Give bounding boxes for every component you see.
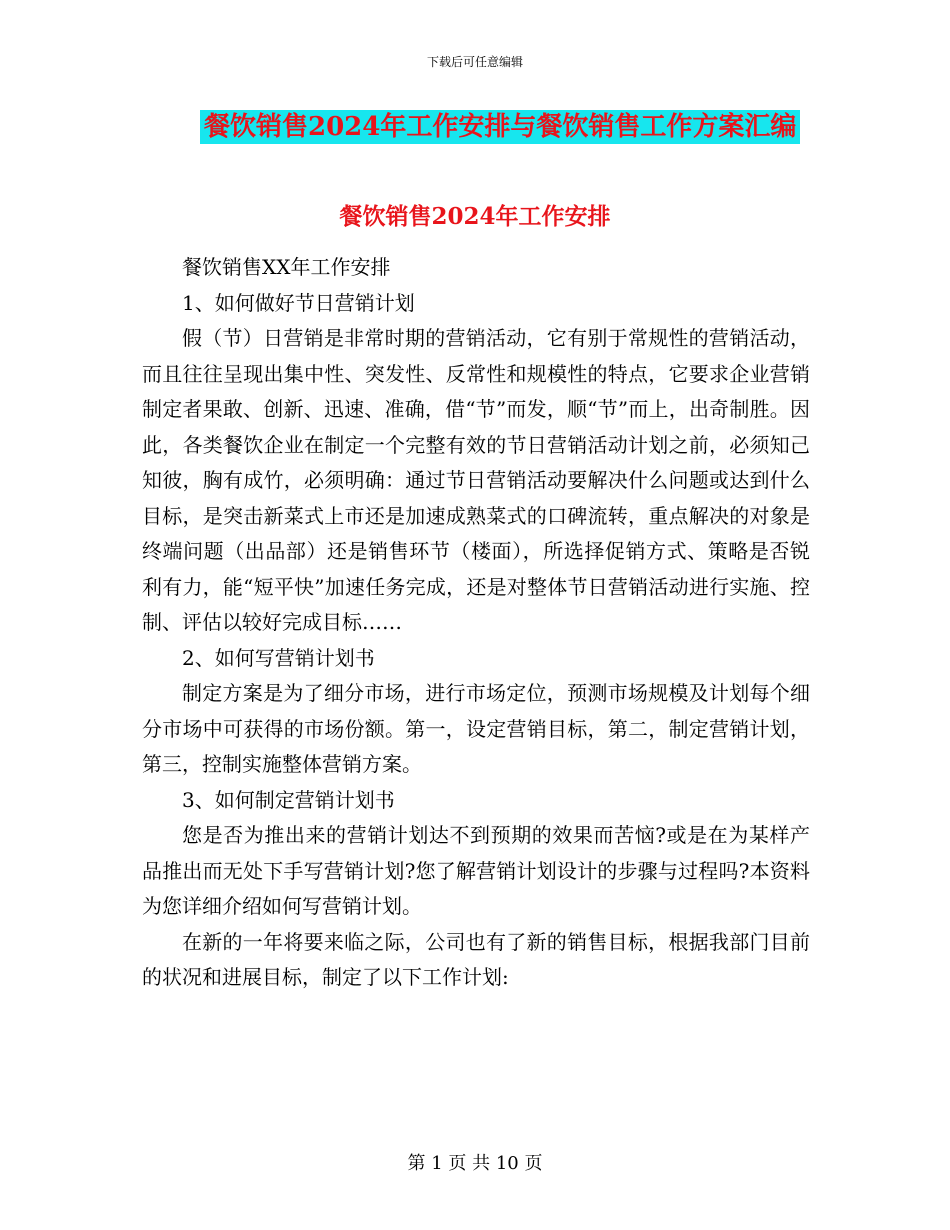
document-main-title: 餐饮销售2024年工作安排与餐饮销售工作方案汇编 <box>200 110 800 144</box>
header-note: 下载后可任意编辑 <box>426 55 523 69</box>
paragraph-plan-questions: 您是否为推出来的营销计划达不到预期的效果而苦恼?或是在为某样产品推出而无处下手写营销计划?您了解营销计划设计的步骤与过程吗?本资料为您详细介绍如何写营销计划。 <box>142 823 810 918</box>
paragraph-plan-purpose: 制定方案是为了细分市场，进行市场定位，预测市场规模及计划每个细分市场中可获得的市场份额。第一，设定营销目标，第二，制定营销计划，第三，控制实施整体营销方案。 <box>142 681 810 776</box>
paragraph-heading-2: 2、如何写营销计划书 <box>182 645 375 670</box>
paragraph-subtitle: 餐饮销售XX年工作安排 <box>182 255 391 279</box>
section-title: 餐饮销售2024年工作安排 <box>339 203 611 230</box>
paragraph-heading-1: 1、如何做好节日营销计划 <box>182 290 415 315</box>
paragraph-new-year-plan: 在新的一年将要来临之际，公司也有了新的销售目标，根据我部门目前的状况和进展目标，制定了以下工作计划: <box>142 929 810 989</box>
page-footer: 第 1 页 共 10 页 <box>407 1153 543 1174</box>
document-body <box>142 250 810 996</box>
paragraph-heading-3: 3、如何制定营销计划书 <box>182 787 395 812</box>
paragraph-holiday-marketing: 假（节）日营销是非常时期的营销活动，它有别于常规性的营销活动，而且往往呈现出集中性、突发性、反常性和规模性的特点，它要求企业营销制定者果敢、创新、迅速、准确，借“节”而发，顺“节”而上，出奇制胜。因此，各类餐饮企业在制定一个完整有效的节日营销活动计划之前，必须知己知彼，胸有成竹，必须明确：通过节日营销活动要解决什么问题或达到什么目标，是突击新菜式上市还是加速成熟菜式的口碑流转，重点解决的对象是终端问题（出品部）还是销售环节（楼面），所选择促销方式、策略是否锐利有力，能“短平快”加速任务完成，还是对整体节日营销活动进行实施、控制、评估以较好完成目标…… <box>142 326 810 634</box>
